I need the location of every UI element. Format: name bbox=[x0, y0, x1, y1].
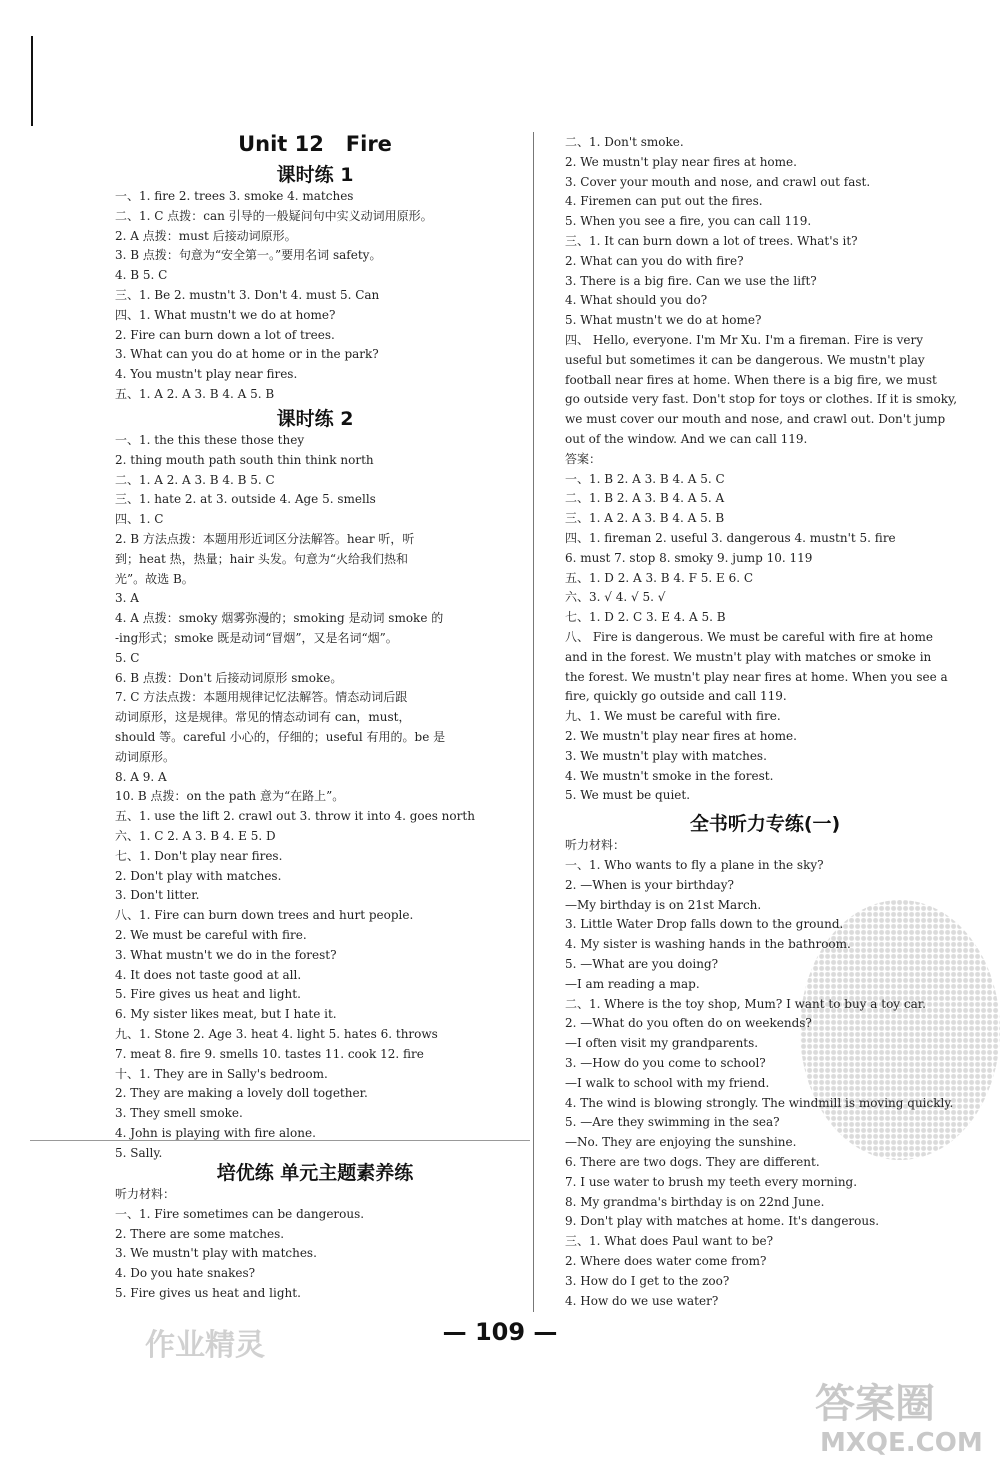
listening-line: 2. Where does water come from? bbox=[565, 1254, 767, 1268]
answer-line: 4. We mustn't smoke in the forest. bbox=[565, 768, 774, 783]
answer-line: 2. thing mouth path south thin think north bbox=[115, 452, 374, 467]
unit-title: Unit 12 Fire bbox=[238, 132, 392, 156]
answer-line: 答案： bbox=[565, 451, 602, 466]
answer-line: 4. Do you hate snakes? bbox=[115, 1266, 256, 1281]
answer-line: 十、1. They are in Sally's bedroom. bbox=[115, 1066, 328, 1081]
section-title: 培优练 单元主题素养练 bbox=[216, 1162, 414, 1184]
answer-line: 四、 Hello, everyone. I'm Mr Xu. I'm a fireman. Fire is very bbox=[565, 333, 924, 347]
answer-line: 4. B 5. C bbox=[115, 268, 168, 283]
answer-line: should 等。careful 小心的，仔细的；useful 有用的。be 是 bbox=[115, 730, 446, 744]
answer-line: 到；heat 热，热量；hair 头发。句意为“火给我们热和 bbox=[115, 551, 409, 566]
answer-line: 二、1. Don't smoke. bbox=[565, 135, 684, 149]
answer-line: 2. B 方法点拨：本题用形近词区分法解答。hear 听，听 bbox=[115, 532, 415, 546]
answer-line: 九、1. Stone 2. Age 3. heat 4. light 5. hates 6. throws bbox=[115, 1027, 438, 1041]
answer-line: 2. Fire can burn down a lot of trees. bbox=[115, 327, 335, 342]
section-title: 课时练 2 bbox=[276, 408, 354, 430]
answer-line: 八、1. Fire can burn down trees and hurt people. bbox=[115, 908, 414, 923]
answer-line: 三、1. A 2. A 3. B 4. A 5. B bbox=[565, 511, 725, 526]
answer-line: 4. John is playing with fire alone. bbox=[115, 1126, 316, 1140]
answer-line: 6. My sister likes meat, but I hate it. bbox=[115, 1007, 337, 1022]
section-title: 课时练 1 bbox=[276, 164, 354, 186]
answer-line: 2. We must be careful with fire. bbox=[115, 928, 307, 942]
answer-line: 二、1. B 2. A 3. B 4. A 5. A bbox=[565, 491, 725, 506]
answer-line: 6. B 点拨：Don't 后接动词原形 smoke。 bbox=[115, 670, 343, 685]
answer-line: fire, quickly go outside and call 119. bbox=[565, 689, 787, 704]
answer-line: 7. C 方法点拨：本题用规律记忆法解答。情态动词后跟 bbox=[115, 690, 408, 705]
answer-line: 二、1. C 点拨：can 引导的一般疑问句中实义动词用原形。 bbox=[115, 208, 433, 223]
answer-line: 四、1. fireman 2. useful 3. dangerous 4. mustn't 5. fire bbox=[565, 531, 896, 545]
answer-line: 2. A 点拨：must 后接动词原形。 bbox=[115, 228, 297, 243]
answer-line: 3. A bbox=[115, 591, 139, 606]
answer-line: 4. It does not taste good at all. bbox=[115, 967, 302, 982]
watermark-text: MXQE.COM bbox=[820, 1428, 983, 1458]
answer-line: 六、3. √ 4. √ 5. √ bbox=[565, 590, 666, 605]
answer-line: and in the forest. We mustn't play with matches or smoke in bbox=[565, 649, 932, 664]
answer-line: 5. Sally. bbox=[115, 1145, 163, 1160]
answer-line: 五、1. D 2. A 3. B 4. F 5. E 6. C bbox=[565, 570, 754, 585]
answer-line: 5. We must be quiet. bbox=[565, 788, 691, 803]
answer-line: 二、1. A 2. A 3. B 4. B 5. C bbox=[115, 472, 275, 487]
answer-line: 四、1. C bbox=[115, 512, 164, 527]
answer-line: 一、1. fire 2. trees 3. smoke 4. matches bbox=[115, 189, 354, 203]
answer-line: 4. You mustn't play near fires. bbox=[115, 367, 298, 382]
answer-line: 3. Cover your mouth and nose, and crawl out fast. bbox=[565, 174, 871, 189]
listening-line: —I am reading a map. bbox=[565, 976, 700, 991]
answer-line: 4. A 点拨：smoky 烟雾弥漫的；smoking 是动词 smoke 的 bbox=[115, 611, 444, 626]
answer-line: 一、1. the this these those they bbox=[115, 433, 305, 447]
listening-line: —My birthday is on 21st March. bbox=[565, 897, 762, 912]
answer-line: 三、1. hate 2. at 3. outside 4. Age 5. smells bbox=[115, 492, 376, 507]
answer-line: useful but sometimes it can be dangerous. We mustn't play bbox=[565, 352, 925, 367]
listening-line: —No. They are enjoying the sunshine. bbox=[565, 1135, 797, 1150]
answer-line: 五、1. A 2. A 3. B 4. A 5. B bbox=[115, 387, 275, 401]
answer-line: 六、1. C 2. A 3. B 4. E 5. D bbox=[115, 829, 276, 843]
watermark-text: 作业精灵 bbox=[145, 1328, 265, 1363]
answer-line: -ing形式；smoke 既是动词“冒烟”，又是名词“烟”。 bbox=[115, 631, 398, 645]
listening-line: —I walk to school with my friend. bbox=[565, 1075, 770, 1090]
listening-line: 7. I use water to brush my teeth every morning. bbox=[565, 1174, 858, 1189]
answer-line: 7. meat 8. fire 9. smells 10. tastes 11. cook 12. fire bbox=[115, 1046, 424, 1061]
listening-line: 2. —What do you often do on weekends? bbox=[565, 1016, 812, 1031]
listening-line: 9. Don't play with matches at home. It's dangerous. bbox=[565, 1214, 880, 1229]
answer-line: 四、1. What mustn't we do at home? bbox=[115, 307, 336, 322]
answer-line: 2. They are making a lovely doll together. bbox=[115, 1086, 368, 1101]
answer-line: we must cover our mouth and nose, and crawl out. Don't jump bbox=[565, 412, 946, 427]
listening-line: 8. My grandma's birthday is on 22nd June. bbox=[565, 1194, 825, 1209]
listening-line: 三、1. What does Paul want to be? bbox=[565, 1234, 774, 1249]
answer-line: 5. Fire gives us heat and light. bbox=[115, 987, 301, 1002]
listening-line: 5. —Are they swimming in the sea? bbox=[565, 1115, 780, 1130]
answer-line: 2. We mustn't play near fires at home. bbox=[565, 729, 797, 743]
answer-line: 2. Don't play with matches. bbox=[115, 868, 282, 883]
answer-line: 3. What mustn't we do in the forest? bbox=[115, 947, 337, 962]
answer-line: 动词原形。 bbox=[115, 749, 176, 764]
answer-line: 三、1. It can burn down a lot of trees. What's it? bbox=[565, 234, 858, 248]
margin-mark bbox=[31, 36, 33, 126]
section-title: 全书听力专练(一) bbox=[689, 813, 841, 836]
listening-line: 6. There are two dogs. They are different. bbox=[565, 1155, 820, 1169]
answer-line: 3. There is a big fire. Can we use the lift? bbox=[565, 273, 817, 288]
answer-line: go outside very fast. Don't stop for toys or clothes. If it is smoky, bbox=[565, 392, 958, 407]
listening-line: 一、1. Who wants to fly a plane in the sky? bbox=[565, 858, 824, 872]
listening-line: 2. —When is your birthday? bbox=[565, 877, 734, 892]
answer-line: 5. What mustn't we do at home? bbox=[565, 313, 762, 328]
answer-line: 三、1. Be 2. mustn't 3. Don't 4. must 5. Can bbox=[115, 288, 380, 302]
answer-line: 2. There are some matches. bbox=[115, 1226, 285, 1241]
page-number: — 109 — bbox=[442, 1318, 558, 1346]
answer-line: football near fires at home. When there is a big fire, we must bbox=[565, 372, 937, 387]
listening-line: 4. How do we use water? bbox=[565, 1293, 719, 1308]
answer-line: 听力材料： bbox=[115, 1187, 176, 1201]
answer-line: 5. Fire gives us heat and light. bbox=[115, 1286, 301, 1300]
answer-line: 2. We mustn't play near fires at home. bbox=[565, 154, 797, 169]
listening-line: 4. My sister is washing hands in the bathroom. bbox=[565, 937, 851, 952]
answer-line: 九、1. We must be careful with fire. bbox=[565, 709, 781, 724]
answer-line: 5. C bbox=[115, 650, 140, 665]
answer-line: 3. What can you do at home or in the park? bbox=[115, 347, 379, 362]
answer-line: 3. They smell smoke. bbox=[115, 1106, 243, 1121]
answer-line: out of the window. And we can call 119. bbox=[565, 432, 808, 446]
answer-line: 2. What can you do with fire? bbox=[565, 253, 744, 268]
answer-line: 6. must 7. stop 8. smoky 9. jump 10. 119 bbox=[565, 550, 813, 565]
answer-line: 七、1. Don't play near fires. bbox=[115, 848, 283, 863]
answer-line: 一、1. Fire sometimes can be dangerous. bbox=[115, 1206, 365, 1221]
listening-line: 5. —What are you doing? bbox=[565, 957, 719, 971]
answer-line: 光”。故选 B。 bbox=[115, 571, 194, 586]
answer-line: 七、1. D 2. C 3. E 4. A 5. B bbox=[565, 610, 726, 625]
answer-line: 3. Don't litter. bbox=[115, 888, 200, 903]
answer-line: 动词原形，这是规律。常见的情态动词有 can，must， bbox=[115, 710, 411, 725]
listening-line: 3. Little Water Drop falls down to the ground. bbox=[565, 917, 844, 932]
answer-line: 五、1. use the lift 2. crawl out 3. throw it into 4. goes north bbox=[115, 809, 475, 824]
listening-line: 4. The wind is blowing strongly. The windmill is moving quickly. bbox=[565, 1095, 954, 1110]
listening-line: 3. —How do you come to school? bbox=[565, 1056, 766, 1070]
listening-line: 二、1. Where is the toy shop, Mum? I want to buy a toy car. bbox=[565, 996, 926, 1011]
answer-line: 3. We mustn't play with matches. bbox=[115, 1246, 317, 1261]
answer-line: 10. B 点拨：on the path 意为“在路上”。 bbox=[115, 789, 345, 804]
answer-line: 3. We mustn't play with matches. bbox=[565, 748, 767, 763]
listening-line: 3. How do I get to the zoo? bbox=[565, 1273, 730, 1288]
listening-line: 听力材料： bbox=[565, 838, 626, 853]
answer-line: 5. When you see a fire, you can call 119. bbox=[565, 214, 812, 229]
answer-line: 4. Firemen can put out the fires. bbox=[565, 194, 763, 209]
answer-line: 八、 Fire is dangerous. We must be careful with fire at home bbox=[565, 630, 933, 644]
answer-line: 8. A 9. A bbox=[115, 769, 167, 784]
answer-line: 3. B 点拨：句意为“安全第一。”要用名词 safety。 bbox=[115, 248, 382, 263]
answer-line: the forest. We mustn't play near fires at home. When you see a bbox=[565, 669, 948, 684]
watermark-text: 答案圈 bbox=[815, 1381, 935, 1427]
answer-line: 一、1. B 2. A 3. B 4. A 5. C bbox=[565, 471, 725, 486]
answer-line: 4. What should you do? bbox=[565, 293, 708, 308]
listening-line: —I often visit my grandparents. bbox=[565, 1036, 759, 1051]
column-divider bbox=[533, 132, 534, 1312]
